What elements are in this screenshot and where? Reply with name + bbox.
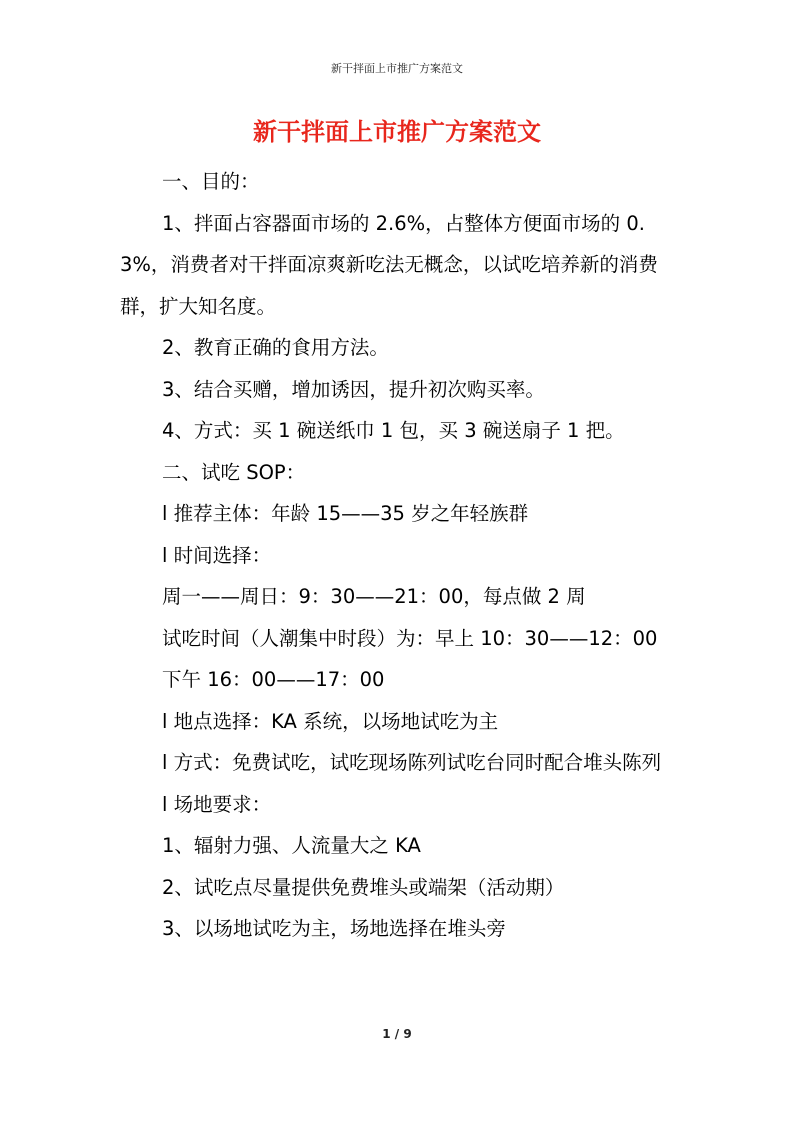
paragraph-venue-1: 1、辐射力强、人流量大之 KA	[162, 834, 421, 857]
paragraph-location: l 地点选择：KA 系统，以场地试吃为主	[162, 709, 499, 733]
paragraph-purpose-4: 4、方式：买 1 碗送纸巾 1 包，买 3 碗送扇子 1 把。	[162, 419, 625, 442]
paragraph-purpose-heading: 一、目的：	[162, 170, 260, 193]
paragraph-time-selection: l 时间选择：	[162, 543, 272, 567]
paragraph-schedule: 周一——周日：9：30——21：00，每点做 2 周	[162, 585, 586, 608]
paragraph-purpose-2: 2、教育正确的食用方法。	[162, 336, 389, 359]
running-header: 新干拌面上市推广方案范文	[331, 62, 463, 75]
document-title: 新干拌面上市推广方案范文	[253, 118, 541, 146]
paragraph-target-audience: l 推荐主体：年龄 15——35 岁之年轻族群	[162, 502, 529, 525]
paragraph-method: l 方式：免费试吃，试吃现场陈列试吃台同时配合堆头陈列	[162, 751, 662, 774]
paragraph-purpose-1: 1、拌面占容器面市场的 2.6%，占整体方便面市场的 0.3%，消费者对干拌面凉爽新吃法无概念，以试吃培养新的消费群，扩大知名度。	[120, 211, 658, 318]
document-body	[120, 161, 676, 950]
header-divider	[120, 84, 674, 85]
paragraph-venue-2: 2、试吃点尽量提供免费堆头或端架（活动期）	[162, 875, 565, 899]
page-number: 1 / 9	[382, 1027, 412, 1041]
paragraph-tasting-time-afternoon: 下午 16：00——17：00	[162, 668, 385, 691]
paragraph-purpose-3: 3、结合买赠，增加诱因，提升初次购买率。	[162, 377, 545, 401]
paragraph-venue-3: 3、以场地试吃为主，场地选择在堆头旁	[162, 917, 506, 940]
paragraph-sop-heading: 二、试吃 SOP：	[162, 460, 306, 484]
paragraph-tasting-time-morning: 试吃时间（人潮集中时段）为：早上 10：30——12：00	[162, 626, 658, 650]
paragraph-venue-requirements: l 场地要求：	[162, 792, 272, 816]
